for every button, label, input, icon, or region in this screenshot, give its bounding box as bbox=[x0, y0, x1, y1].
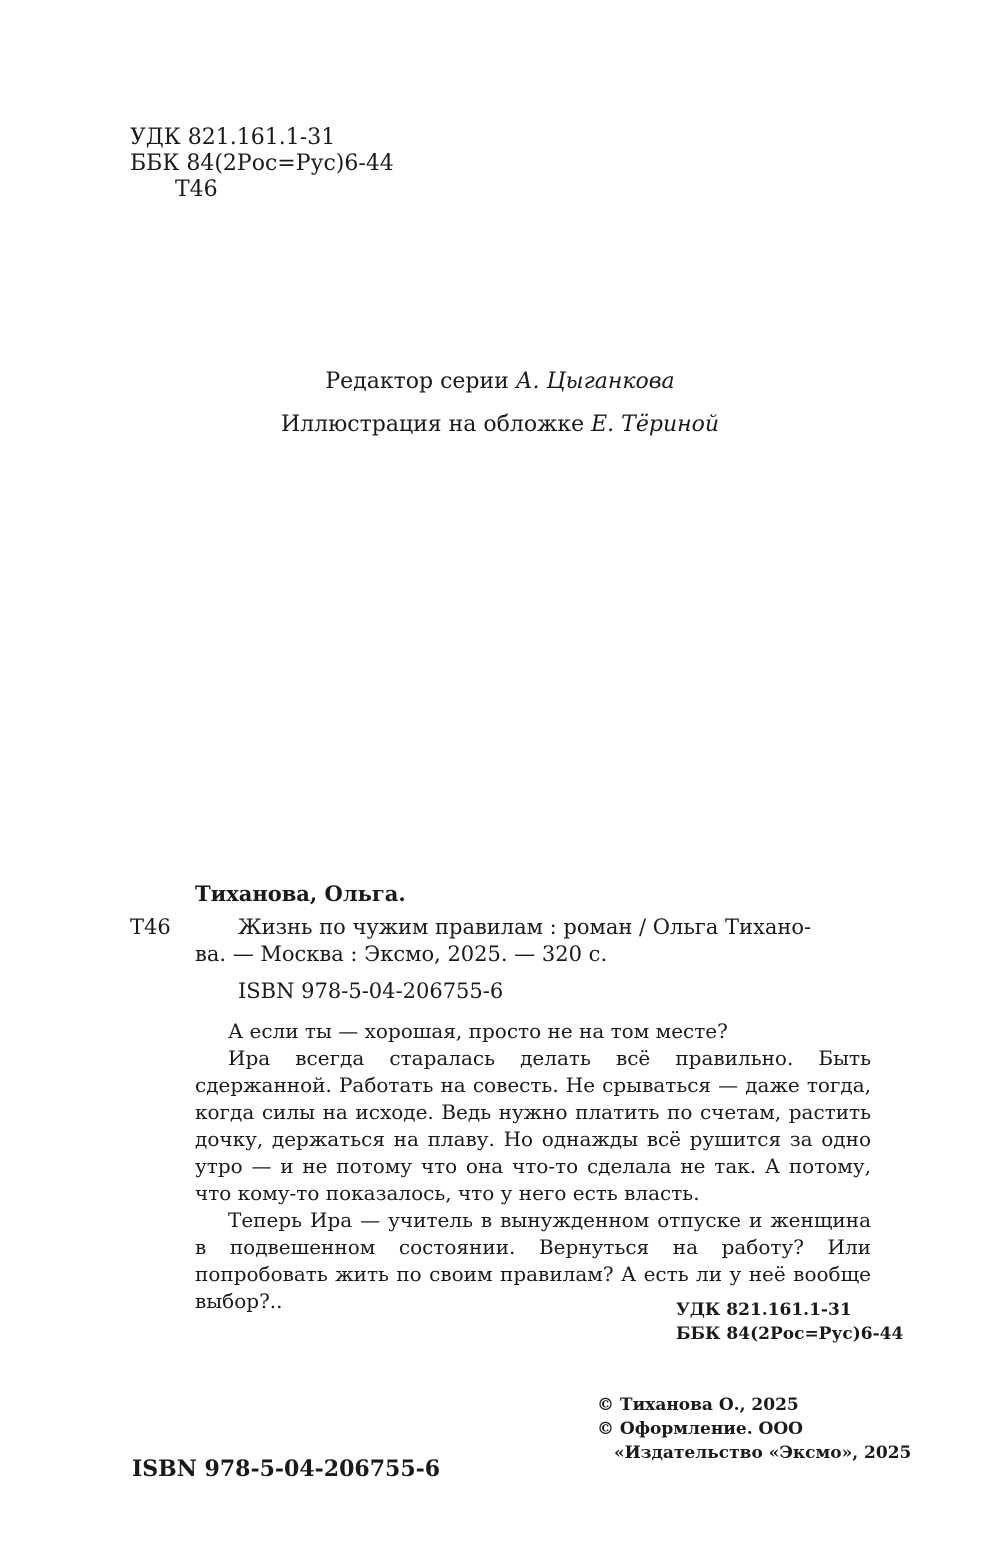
title-line-1: Жизнь по чужим правилам : роман / Ольга Тихано- bbox=[238, 915, 812, 939]
annotation-paragraph-3: Теперь Ира — учитель в вынужденном отпуске и женщина в подвешенном состоянии. Вернуться на работу? Или попробовать жить по своим правилам? А есть ли у неё вообще выбор?.. bbox=[195, 1208, 871, 1313]
annotation-paragraph-2: Ира всегда старалась делать всё правильно. Быть сдержанной. Работать на совесть. Не срываться — даже тогда, когда силы на исходе. Ведь нужно платить по счетам, растить дочку, держаться на плаву. Но однажды всё рушится за одно утро — и не потому что она что-то сделала не так. А потому, что кому-то показалось, что у него есть власть. bbox=[195, 1046, 871, 1205]
illustration-name: Е. Тёриной bbox=[591, 412, 720, 437]
editor-name: А. Цыганкова bbox=[515, 369, 675, 394]
author-mark-top: Т46 bbox=[175, 177, 218, 202]
isbn-bib: ISBN 978-5-04-206755-6 bbox=[238, 979, 504, 1003]
bbk-code-top: ББК 84(2Рос=Рус)6-44 bbox=[130, 151, 394, 176]
annotation-paragraph-1: А если ты — хорошая, просто не на том месте? bbox=[228, 1019, 728, 1043]
illustration-credit bbox=[0, 411, 1000, 439]
copyright-author: © Тиханова О., 2025 bbox=[597, 1395, 799, 1415]
bbk-code-bottom: ББК 84(2Рос=Рус)6-44 bbox=[676, 1324, 904, 1344]
title-line-2: ва. — Москва : Эксмо, 2025. — 320 с. bbox=[195, 942, 608, 966]
copyright-publisher: «Издательство «Эксмо», 2025 bbox=[614, 1443, 912, 1463]
udk-code-top: УДК 821.161.1-31 bbox=[130, 125, 336, 150]
annotation bbox=[195, 1018, 871, 1315]
author-heading: Тиханова, Ольга. bbox=[195, 881, 406, 906]
isbn-footer: ISBN 978-5-04-206755-6 bbox=[132, 1456, 441, 1482]
editor-credit bbox=[0, 368, 1000, 396]
editor-label: Редактор серии bbox=[325, 369, 509, 394]
udk-code-bottom: УДК 821.161.1-31 bbox=[676, 1300, 852, 1320]
copyright-design: © Оформление. ООО bbox=[597, 1419, 803, 1439]
author-mark-bib: Т46 bbox=[130, 915, 171, 939]
illustration-label: Иллюстрация на обложке bbox=[280, 412, 585, 437]
